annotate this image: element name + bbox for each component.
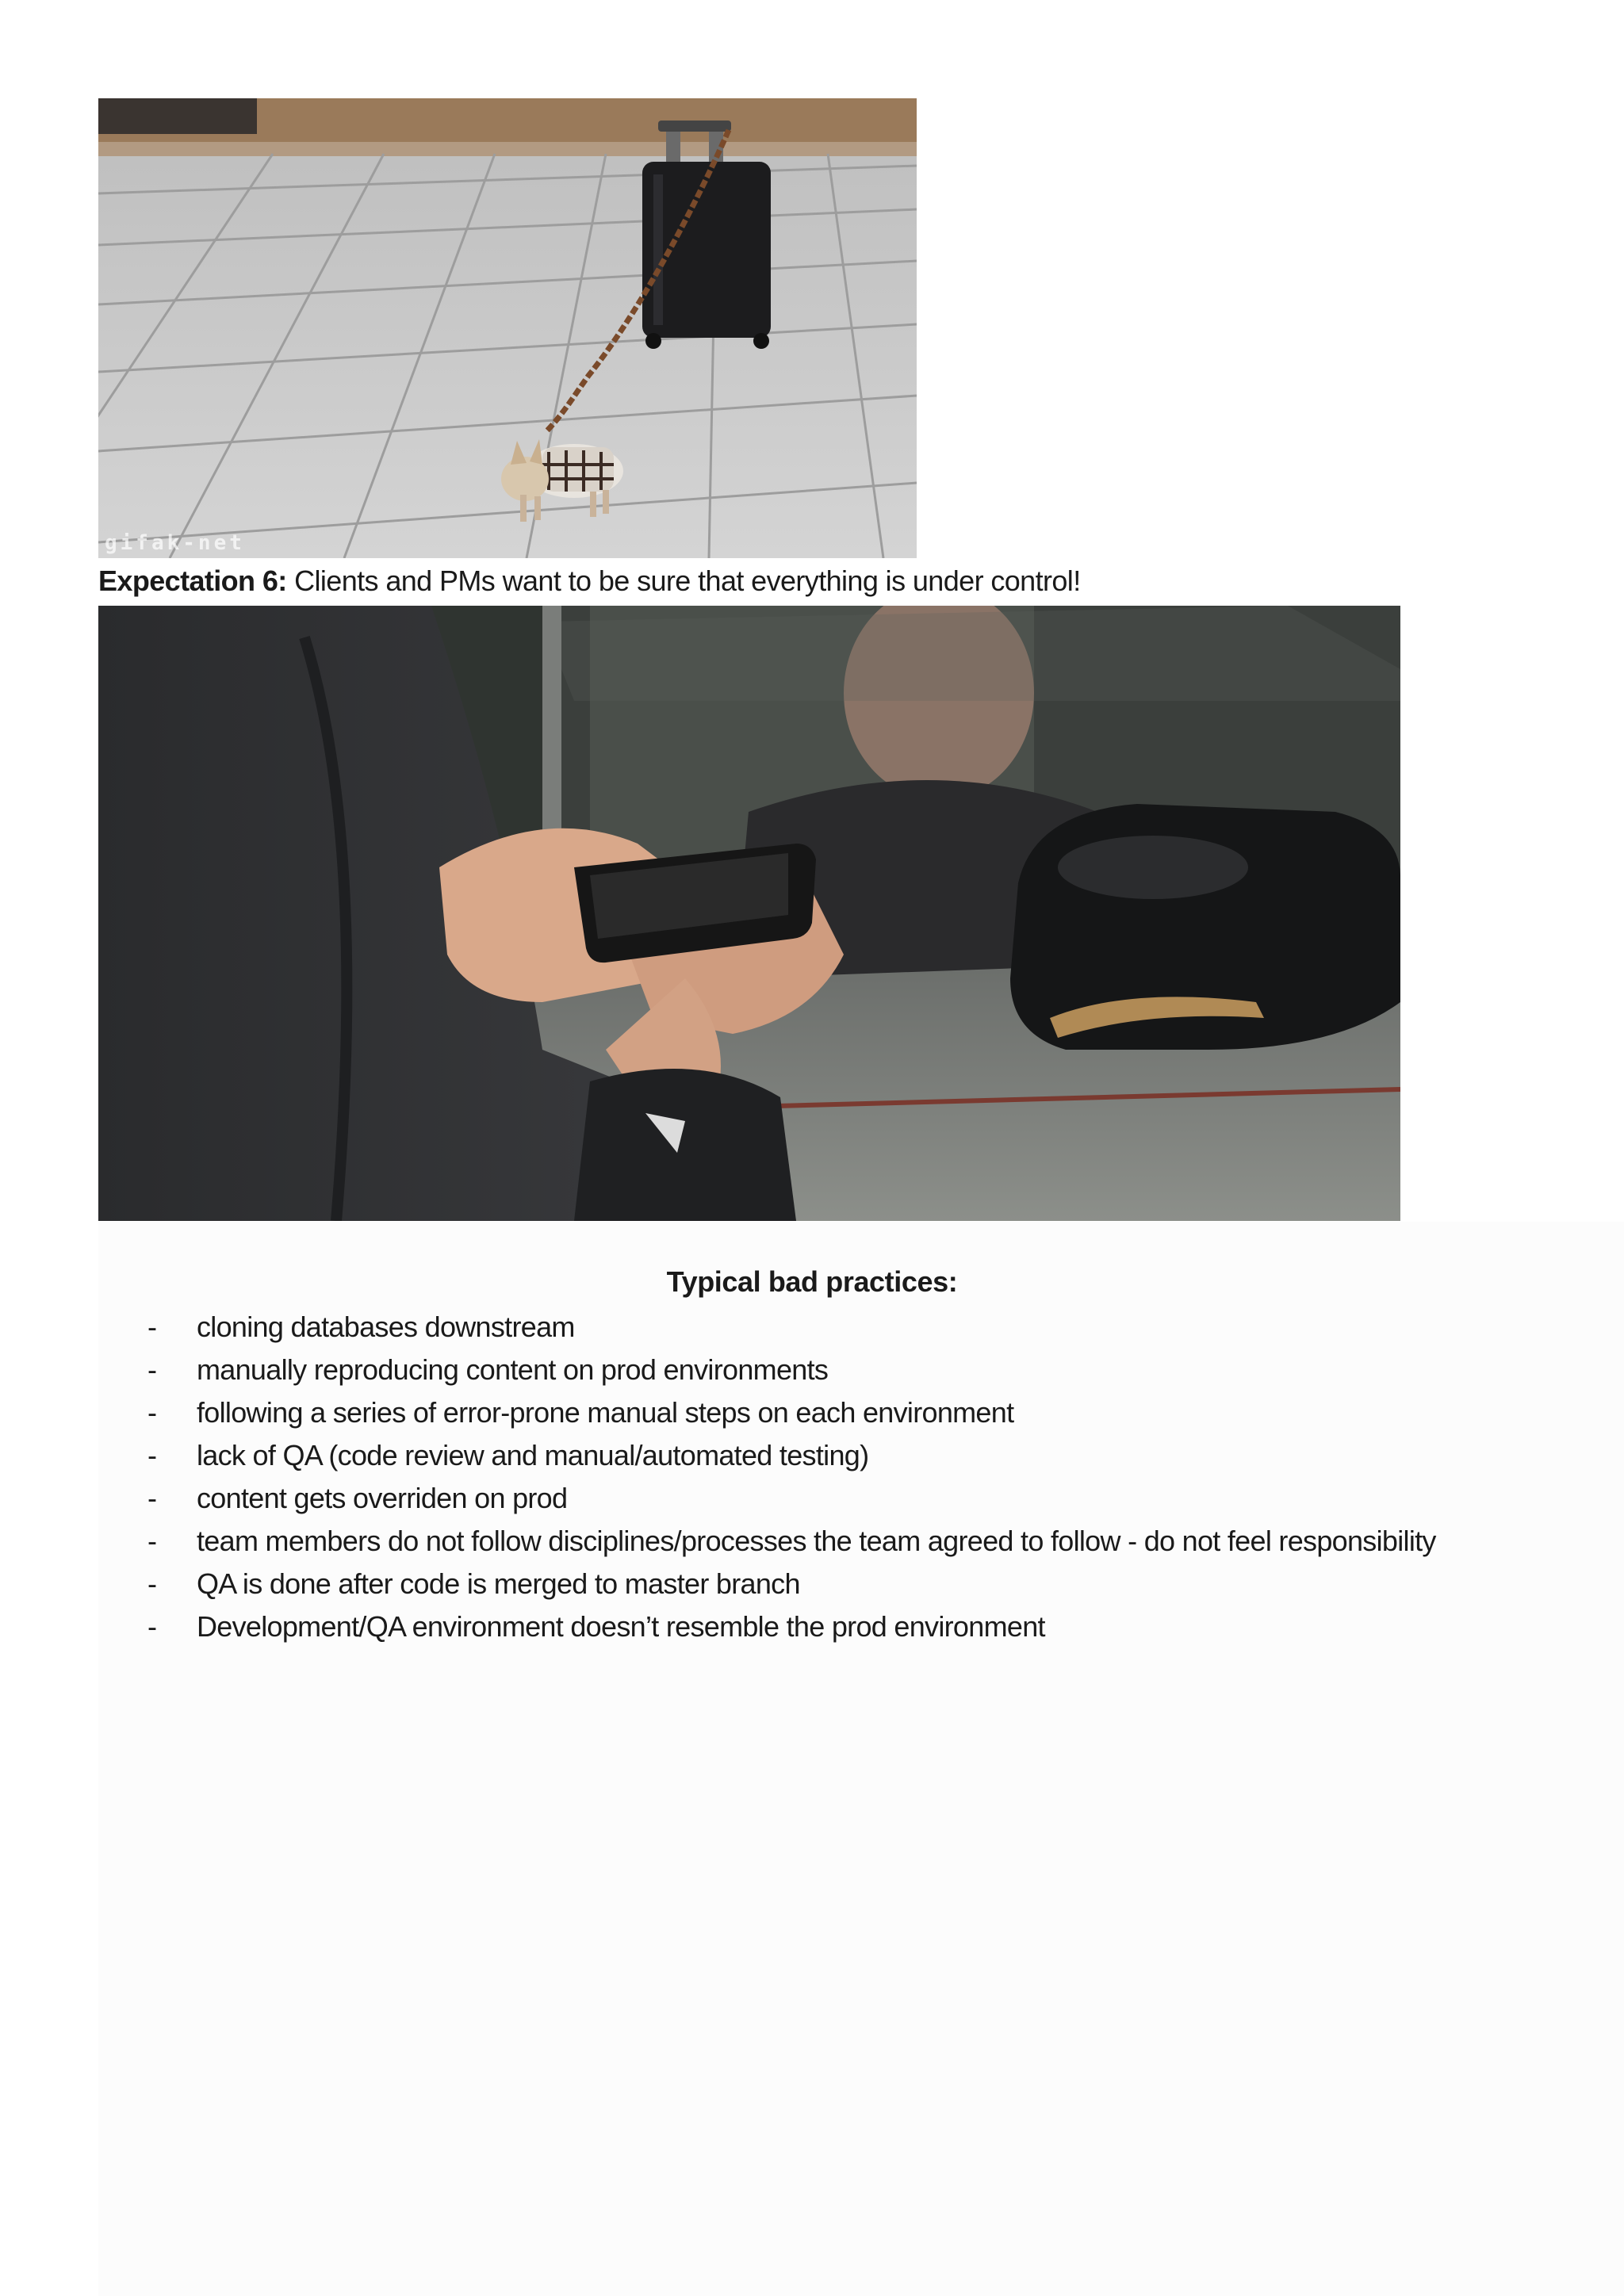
- caption-text: Clients and PMs want to be sure that everything is under control!: [286, 564, 1081, 597]
- list-item-text: team members do not follow disciplines/processes the team agreed to follow - do not feel responsibility: [197, 1525, 1436, 1557]
- list-bullet: -: [147, 1525, 157, 1557]
- list-bullet: -: [147, 1311, 157, 1343]
- image-caption: [98, 561, 1081, 601]
- list-item-text: lack of QA (code review and manual/automated testing): [197, 1439, 869, 1471]
- list-bullet: -: [147, 1610, 157, 1643]
- list-item-text: QA is done after code is merged to master branch: [197, 1567, 800, 1600]
- list-item-text: content gets overriden on prod: [197, 1482, 568, 1514]
- phone-car-photo: [98, 606, 1400, 1221]
- list-bullet: -: [147, 1396, 157, 1429]
- watermark-text: gifak-net: [105, 531, 245, 555]
- list-item-text: manually reproducing content on prod environments: [197, 1353, 829, 1386]
- list-bullet: -: [147, 1567, 157, 1600]
- list-item-text: Development/QA environment doesn’t resemble the prod environment: [197, 1610, 1045, 1643]
- section-heading: Typical bad practices:: [666, 1265, 958, 1298]
- list-item-text: cloning databases downstream: [197, 1311, 575, 1343]
- list-bullet: -: [147, 1353, 157, 1386]
- dog-suitcase-photo: [98, 98, 917, 558]
- list-item-text: following a series of error-prone manual steps on each environment: [197, 1396, 1014, 1429]
- list-bullet: -: [147, 1482, 157, 1514]
- caption-label: Expectation 6:: [98, 564, 287, 597]
- list-bullet: -: [147, 1439, 157, 1471]
